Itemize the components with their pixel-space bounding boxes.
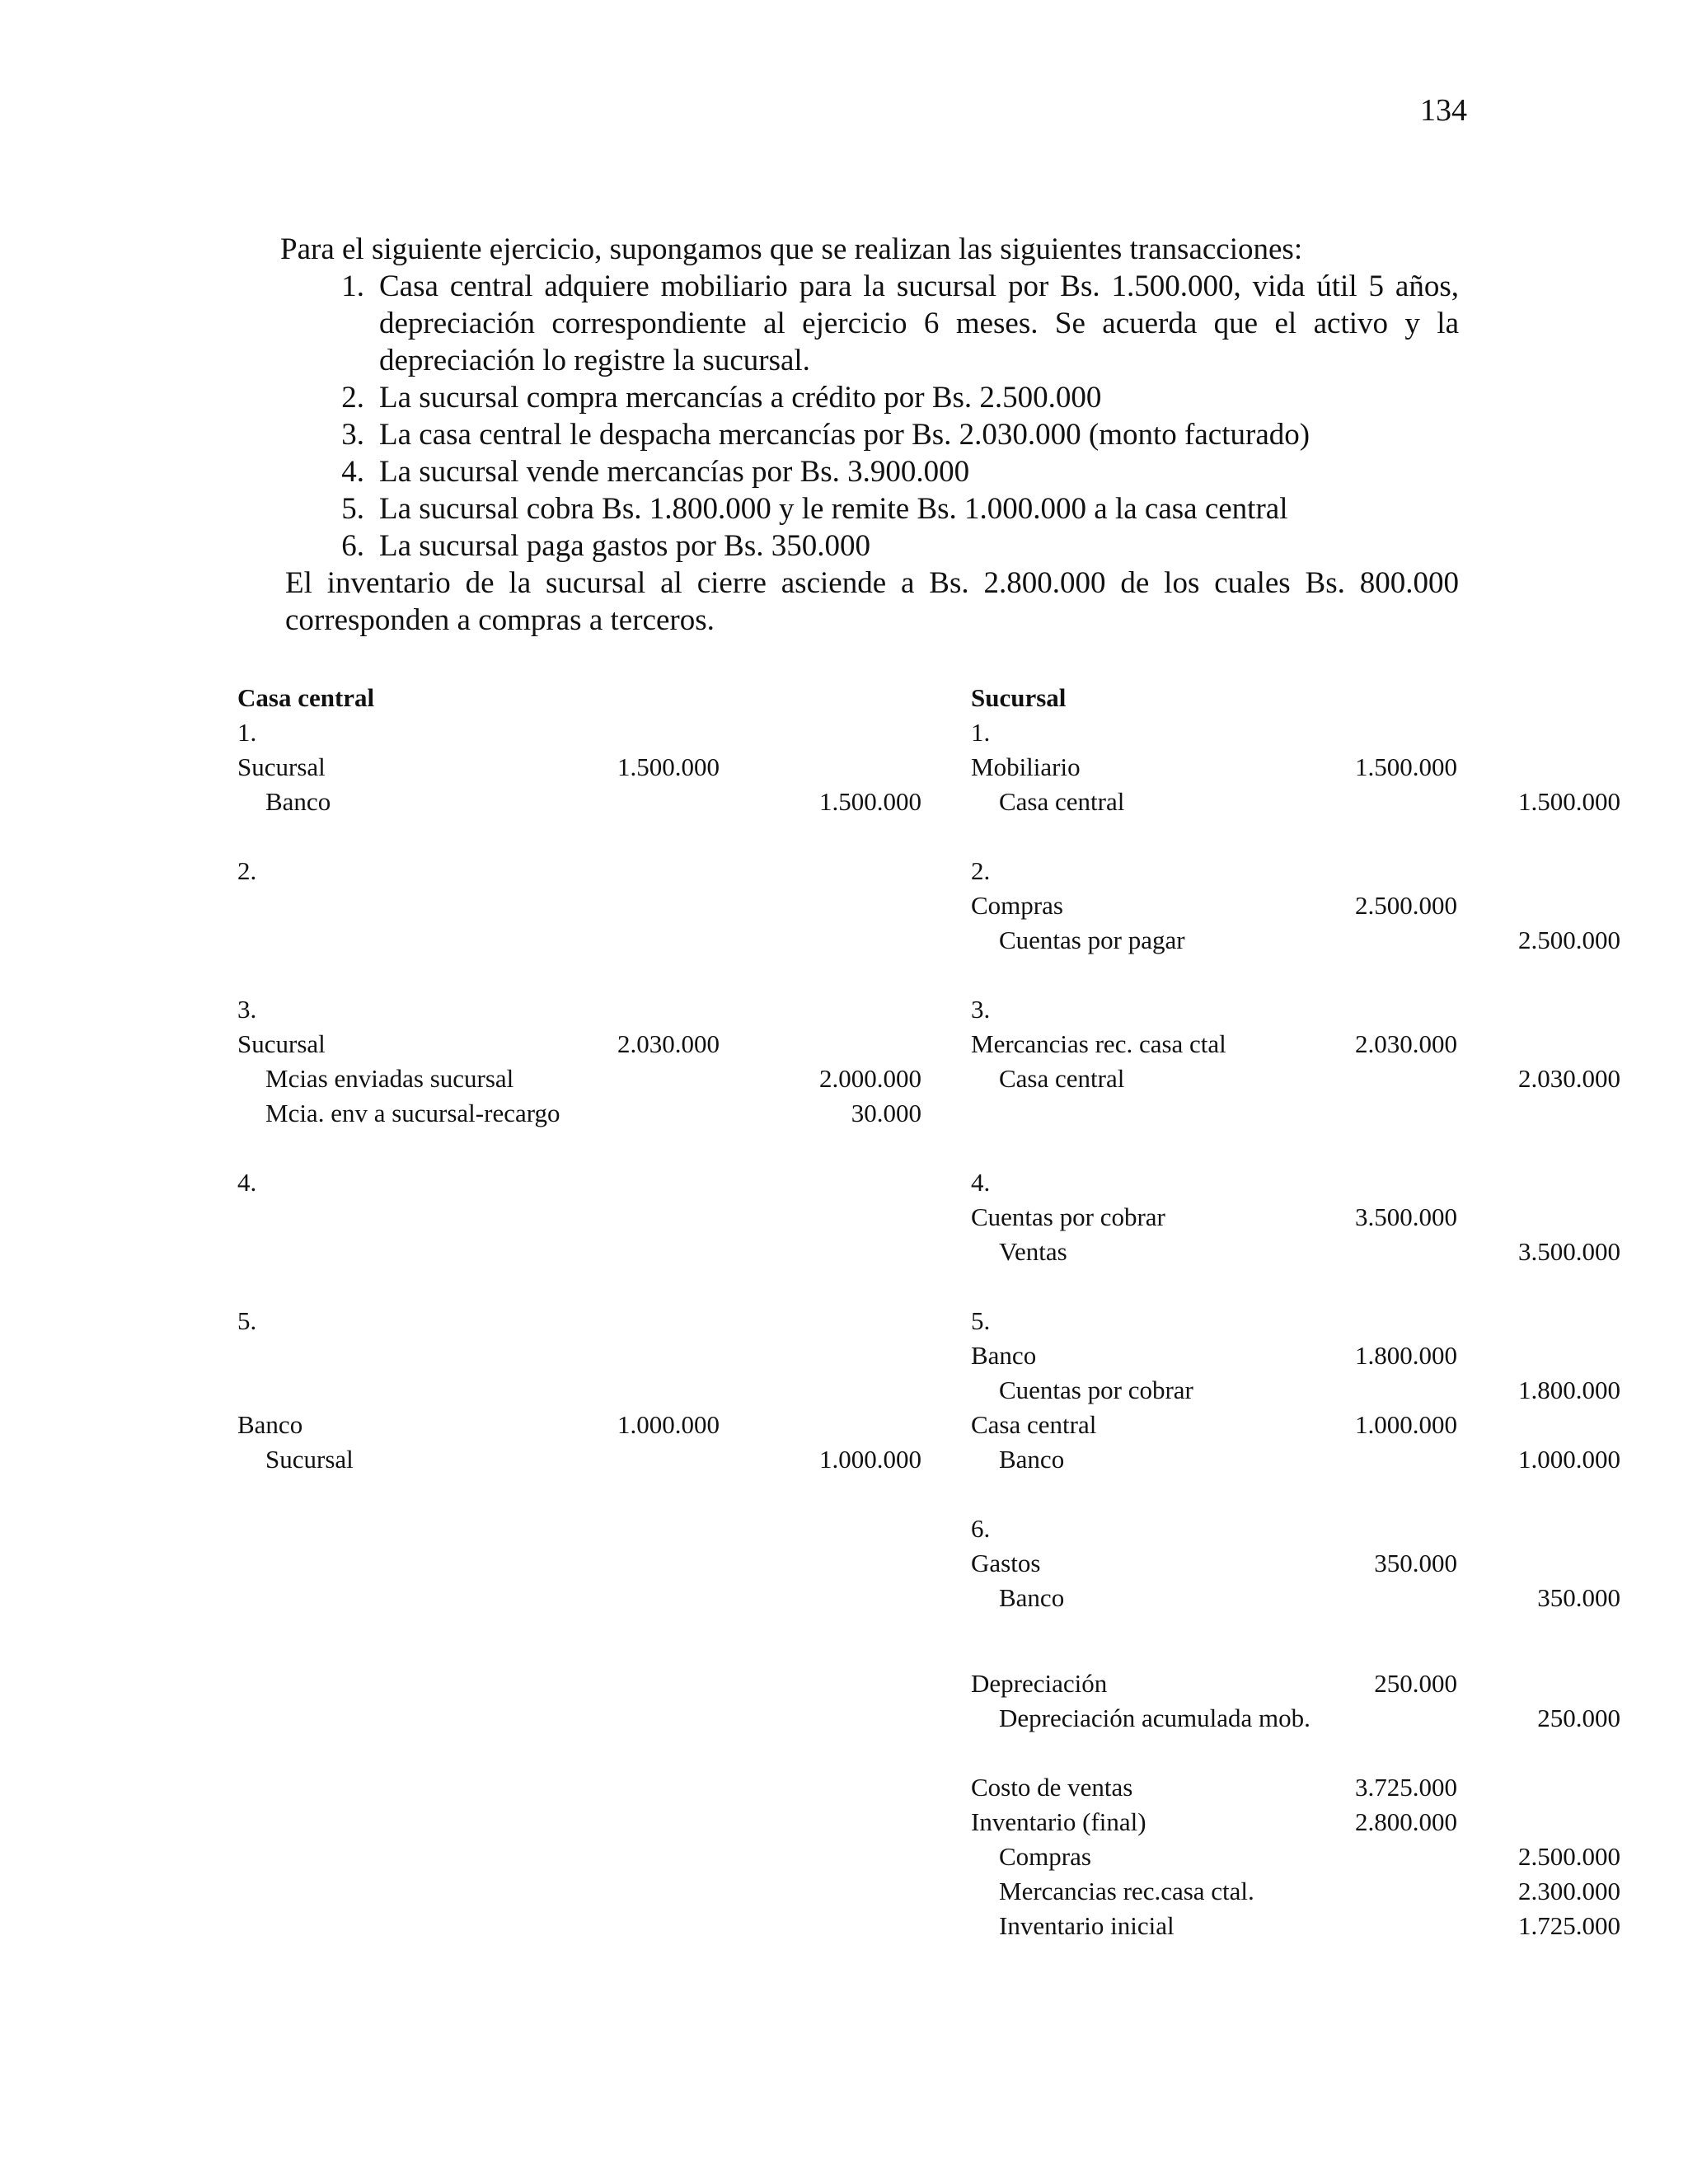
account-name: Cuentas por cobrar — [971, 1202, 1165, 1231]
credit-line — [971, 1909, 1630, 1943]
account-name: Casa central — [971, 1410, 1097, 1439]
credit-line — [971, 1581, 1630, 1615]
entry-number: 4. — [971, 1168, 991, 1197]
credit-line — [971, 1442, 1630, 1477]
entry-number: 6. — [971, 1514, 991, 1543]
debit-line — [971, 1805, 1630, 1840]
casa-central-title: Casa central — [237, 683, 375, 712]
entry-number: 1. — [971, 718, 991, 747]
debit-amount: 1.000.000 — [617, 1410, 720, 1439]
account-name: Sucursal — [237, 752, 326, 781]
credit-amount: 3.500.000 — [1518, 1237, 1620, 1266]
account-name: Casa central — [999, 1064, 1125, 1093]
credit-amount: 2.030.000 — [1518, 1064, 1620, 1093]
debit-amount: 250.000 — [1374, 1669, 1457, 1698]
transaction-item — [280, 268, 1459, 379]
credit-line — [971, 1874, 1630, 1909]
transaction-item — [280, 490, 1459, 527]
debit-amount: 350.000 — [1374, 1549, 1457, 1577]
entry-number: 3. — [971, 995, 991, 1024]
item-text: La sucursal vende mercancías por Bs. 3.900.000 — [379, 455, 970, 489]
credit-line — [971, 1840, 1630, 1874]
entry-number: 5. — [237, 1306, 257, 1335]
item-number: 3. — [341, 418, 364, 452]
credit-amount: 2.300.000 — [1518, 1877, 1620, 1905]
item-text: La sucursal cobra Bs. 1.800.000 y le remite Bs. 1.000.000 a la casa central — [379, 492, 1288, 526]
sucursal-journal — [971, 681, 1630, 1943]
account-name: Mcias enviadas sucursal — [265, 1064, 514, 1093]
debit-line — [971, 1408, 1630, 1442]
credit-amount: 1.800.000 — [1518, 1376, 1620, 1404]
item-number: 2. — [341, 381, 364, 415]
debit-line — [971, 1666, 1630, 1701]
credit-amount: 1.000.000 — [819, 1445, 921, 1474]
debit-line — [971, 1546, 1630, 1581]
account-name: Cuentas por pagar — [999, 926, 1185, 954]
item-number: 4. — [341, 455, 364, 489]
debit-line — [237, 1408, 930, 1442]
account-name: Depreciación acumulada mob. — [999, 1704, 1311, 1732]
credit-amount: 2.500.000 — [1518, 926, 1620, 954]
debit-amount: 1.800.000 — [1355, 1341, 1457, 1370]
debit-line — [237, 1027, 930, 1062]
account-name: Mcia. env a sucursal-recargo — [265, 1099, 560, 1127]
transaction-item — [280, 379, 1459, 416]
account-name: Ventas — [999, 1237, 1067, 1266]
item-number: 6. — [341, 529, 364, 563]
credit-line — [971, 923, 1630, 958]
entry-number: 5. — [971, 1306, 991, 1335]
credit-amount: 1.725.000 — [1518, 1911, 1620, 1940]
account-name: Inventario inicial — [999, 1911, 1175, 1940]
inventory-note: El inventario de la sucursal al cierre asciende a Bs. 2.800.000 de los cuales Bs. 800.000 corresponden a compras a terceros. — [285, 566, 1459, 637]
item-text: La casa central le despacha mercancías por Bs. 2.030.000 (monto facturado) — [379, 418, 1311, 452]
account-name: Banco — [971, 1341, 1037, 1370]
entry-number: 4. — [237, 1168, 257, 1197]
account-name: Banco — [237, 1410, 303, 1439]
debit-line — [971, 750, 1630, 785]
debit-line — [971, 1770, 1630, 1805]
account-name: Banco — [999, 1583, 1065, 1612]
credit-amount: 1.500.000 — [1518, 787, 1620, 816]
credit-line — [971, 1235, 1630, 1269]
debit-line — [237, 750, 930, 785]
casa-central-journal — [237, 681, 930, 1477]
account-name: Sucursal — [237, 1029, 326, 1058]
account-name: Casa central — [999, 787, 1125, 816]
credit-amount: 1.000.000 — [1518, 1445, 1620, 1474]
credit-amount: 30.000 — [851, 1099, 921, 1127]
page-number: 134 — [1420, 93, 1467, 128]
credit-line — [971, 1373, 1630, 1408]
debit-amount: 3.725.000 — [1355, 1773, 1457, 1802]
account-name: Sucursal — [265, 1445, 354, 1474]
credit-line — [237, 785, 930, 819]
account-name: Compras — [971, 891, 1063, 920]
credit-line — [237, 1442, 930, 1477]
account-name: Costo de ventas — [971, 1773, 1133, 1802]
credit-line — [237, 1096, 930, 1131]
item-text: La sucursal compra mercancías a crédito por Bs. 2.500.000 — [379, 381, 1102, 415]
debit-amount: 2.800.000 — [1355, 1807, 1457, 1836]
item-text: La sucursal paga gastos por Bs. 350.000 — [379, 529, 871, 563]
exercise-lead: Para el siguiente ejercicio, supongamos que se realizan las siguientes transacciones: — [280, 232, 1303, 266]
account-name: Banco — [999, 1445, 1065, 1474]
debit-line — [971, 1200, 1630, 1235]
account-name: Mercancias rec. casa ctal — [971, 1029, 1226, 1058]
account-name: Inventario (final) — [971, 1807, 1146, 1836]
account-name: Gastos — [971, 1549, 1041, 1577]
transaction-item — [280, 527, 1459, 565]
debit-line — [971, 1338, 1630, 1373]
exercise-statement — [280, 231, 1459, 639]
credit-amount: 2.500.000 — [1518, 1842, 1620, 1871]
entry-number: 2. — [971, 856, 991, 885]
transaction-item — [280, 453, 1459, 490]
debit-amount: 1.500.000 — [1355, 752, 1457, 781]
account-name: Mobiliario — [971, 752, 1081, 781]
credit-amount: 2.000.000 — [819, 1064, 921, 1093]
credit-line — [237, 1062, 930, 1096]
debit-amount: 3.500.000 — [1355, 1202, 1457, 1231]
entry-number: 2. — [237, 856, 257, 885]
entry-number: 1. — [237, 718, 257, 747]
debit-line — [971, 1027, 1630, 1062]
item-number: 1. — [341, 269, 364, 303]
debit-amount: 2.030.000 — [1355, 1029, 1457, 1058]
item-number: 5. — [341, 492, 364, 526]
account-name: Compras — [999, 1842, 1091, 1871]
account-name: Depreciación — [971, 1669, 1108, 1698]
transaction-item — [280, 416, 1459, 453]
credit-line — [971, 785, 1630, 819]
transaction-list — [280, 268, 1459, 565]
debit-amount: 1.000.000 — [1355, 1410, 1457, 1439]
debit-amount: 1.500.000 — [617, 752, 720, 781]
debit-amount: 2.500.000 — [1355, 891, 1457, 920]
entry-number: 3. — [237, 995, 257, 1024]
credit-amount: 250.000 — [1537, 1704, 1620, 1732]
debit-line — [971, 888, 1630, 923]
credit-line — [971, 1701, 1630, 1736]
account-name: Mercancias rec.casa ctal. — [999, 1877, 1254, 1905]
item-text: Casa central adquiere mobiliario para la sucursal por Bs. 1.500.000, vida útil 5 años, depreciación correspondiente al ejercicio 6 meses. Se acuerda que el activo y la depreciación lo registre la sucursal. — [379, 269, 1459, 377]
credit-amount: 350.000 — [1537, 1583, 1620, 1612]
debit-amount: 2.030.000 — [617, 1029, 720, 1058]
credit-line — [971, 1062, 1630, 1096]
credit-amount: 1.500.000 — [819, 787, 921, 816]
account-name: Banco — [265, 787, 331, 816]
sucursal-title: Sucursal — [971, 683, 1067, 712]
account-name: Cuentas por cobrar — [999, 1376, 1193, 1404]
